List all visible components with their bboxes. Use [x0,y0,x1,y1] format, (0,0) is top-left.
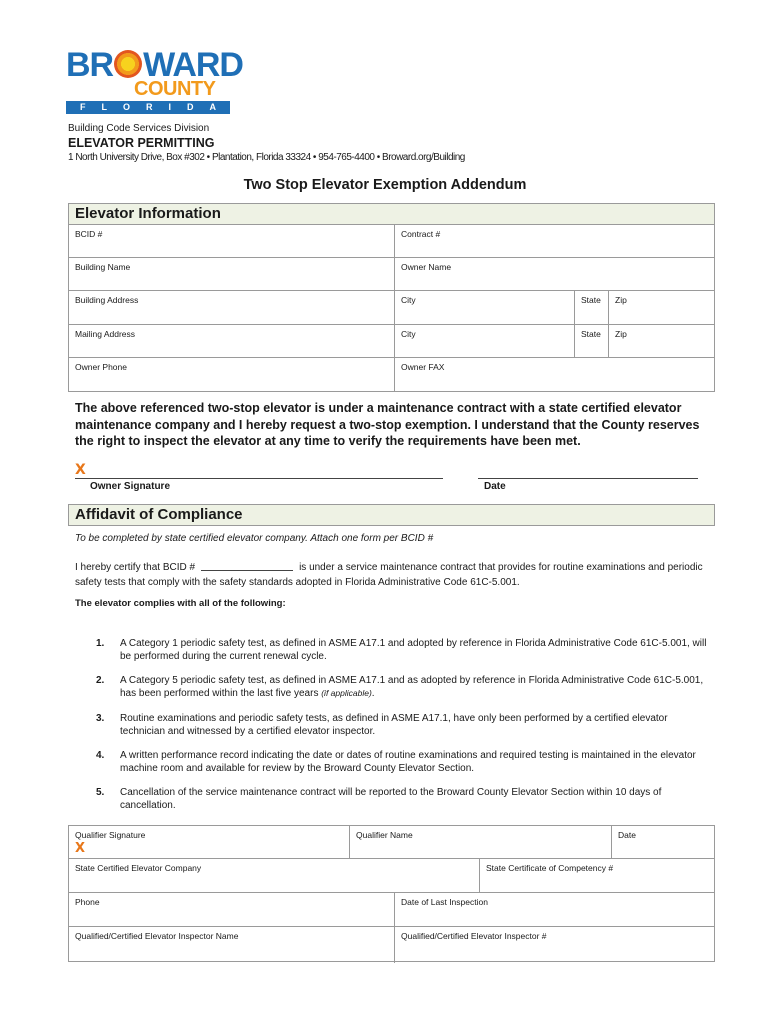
field-label: Qualified/Certified Elevator Inspector Name [75,931,239,941]
field-label: Qualified/Certified Elevator Inspector # [401,931,547,941]
signature-x-mark: X [75,841,86,856]
item-text-main: A Category 5 periodic safety test, as defined in ASME A17.1 and as adopted by reference in Florida Administrative Code 61C-5.001, has been performed within the last five years [120,675,704,699]
field-label: Phone [75,897,100,907]
division-name: Building Code Services Division [68,123,210,134]
field-label: Zip [615,295,627,305]
list-item [96,712,716,740]
complies-heading: The elevator complies with all of the following: [75,598,286,609]
item-text: A Category 1 periodic safety test, as defined in ASME A17.1 and adopted by reference in Florida Administrative Code 61C-5.001, will be performed during the current renewal cycle. [120,638,707,662]
elevator-info-form [68,225,715,392]
owner-name-field[interactable] [394,258,716,290]
field-label: Building Address [75,295,139,305]
item-text: Routine examinations and periodic safety tests, as defined in ASME A17.1, have only been performed by a certified elevator technician and witnessed by a certified elevator inspector. [120,713,668,737]
competency-field[interactable] [479,859,716,892]
field-label: Owner Phone [75,362,127,372]
item-text-note: (if applicable) [321,688,372,698]
elevator-info-header [68,203,715,225]
building-name-field[interactable] [69,258,394,290]
logo-wordmark [66,48,243,82]
form-row [69,927,714,963]
owner-signature-label: Owner Signature [90,481,171,492]
zip-field[interactable] [608,291,716,324]
form-row [69,258,714,291]
bcid-blank-field[interactable] [201,560,293,571]
item-number: 4. [96,750,105,761]
qualifier-name-field[interactable] [349,826,611,858]
item-text: Cancellation of the service maintenance contract will be reported to the Broward County Elevator Section within 10 days of cancellation. [120,787,662,811]
form-row [69,893,714,927]
exemption-statement: The above referenced two-stop elevator is under a maintenance contract with a state certified elevator maintenance company and I hereby request a two-stop exemption. I understand that the County reserves the right to inspect the elevator at any time to verify the requirements have been met. [75,401,700,448]
logo-state-bar: FLORIDA [66,101,230,114]
mailing-zip-field[interactable] [608,325,716,357]
qualifier-form [68,825,715,962]
field-label: BCID # [75,229,103,239]
field-label: Owner Name [401,262,452,272]
field-label: Mailing Address [75,329,136,339]
field-label: Qualifier Name [356,830,413,840]
form-row [69,325,714,358]
section-title: Elevator Information [75,205,221,222]
city-field[interactable] [394,291,574,324]
building-address-field[interactable] [69,291,394,324]
field-label: State Certificate of Competency # [486,863,614,873]
owner-signature-line[interactable] [75,478,443,479]
mailing-city-field[interactable] [394,325,574,357]
certify-text: I hereby certify that BCID # [75,562,196,573]
elevator-company-field[interactable] [69,859,479,892]
page-title: Two Stop Elevator Exemption Addendum [243,177,527,193]
list-item [96,786,716,814]
field-label: Building Name [75,262,131,272]
field-label: Contract # [401,229,441,239]
inspector-name-field[interactable] [69,927,394,963]
form-row [69,358,714,392]
state-field[interactable] [574,291,608,324]
section-title: Affidavit of Compliance [75,506,243,523]
owner-fax-field[interactable] [394,358,716,392]
item-text: A Category 5 periodic safety test, as defined in ASME A17.1 and as adopted by reference in Florida Administrative Code 61C-5.001, has been performed within the last five years (if applicable). [120,675,704,699]
signature-x-mark: X [75,462,86,478]
sun-icon [114,50,142,78]
form-row [69,826,714,859]
mailing-address-field[interactable] [69,325,394,357]
field-label: Owner FAX [401,362,445,372]
field-label: State [581,329,601,339]
list-item [96,637,716,665]
certify-text: is under a service maintenance contract that provides for routine examinations and periodic safety tests that comply with the safety standards adopted in Florida Administrative Code 61C-5.001. [75,562,703,588]
form-row [69,225,714,258]
field-label: Date of Last Inspection [401,897,488,907]
owner-phone-field[interactable] [69,358,394,392]
list-item [96,749,716,777]
mailing-state-field[interactable] [574,325,608,357]
item-number: 5. [96,787,105,798]
field-label: State [581,295,601,305]
qualifier-date-field[interactable] [611,826,716,858]
contract-field[interactable] [394,225,716,257]
phone-field[interactable] [69,893,394,926]
broward-county-logo [66,46,243,116]
certify-statement [75,560,715,590]
form-row [69,291,714,325]
field-label: City [401,329,416,339]
field-label: City [401,295,416,305]
logo-text-br: BR [66,46,114,84]
logo-county-text: COUNTY [134,78,216,100]
field-label: Zip [615,329,627,339]
permitting-heading: ELEVATOR PERMITTING [68,136,215,150]
item-number: 1. [96,638,105,649]
address-line: 1 North University Drive, Box #302 • Plantation, Florida 33324 • 954-765-4400 • Broward.org/Building [68,152,465,163]
inspector-number-field[interactable] [394,927,716,963]
item-number: 2. [96,675,105,686]
bcid-field[interactable] [69,225,394,257]
field-label: State Certified Elevator Company [75,863,202,873]
affidavit-header [68,504,715,526]
last-inspection-field[interactable] [394,893,716,926]
form-row [69,859,714,893]
affidavit-note: To be completed by state certified elevator company. Attach one form per BCID # [75,533,434,544]
date-label: Date [484,481,506,492]
logo-text-ward: WARD [143,46,243,84]
qualifier-signature-field[interactable] [69,826,349,858]
field-label: Date [618,830,636,840]
item-number: 3. [96,713,105,724]
field-label: Qualifier Signature [75,830,146,840]
list-item [96,674,716,702]
date-line[interactable] [478,478,698,479]
item-text: A written performance record indicating the date or dates of routine examinations and required testing is maintained in the elevator machine room and available for review by the Broward County Elevator Section. [120,750,696,774]
